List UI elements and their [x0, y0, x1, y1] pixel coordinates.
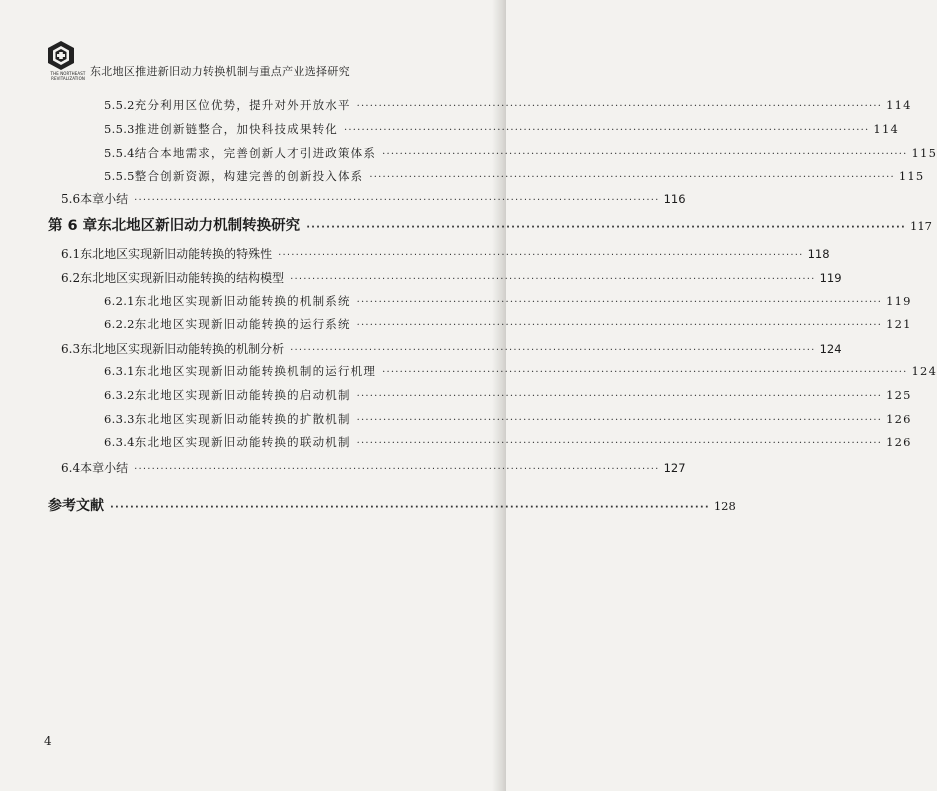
toc-entry-title: 东北地区实现新旧动能转换的机制系统 [134, 294, 351, 308]
toc-entry-page: 119 [886, 294, 912, 308]
toc-entry-title: 东北地区实现新旧动能转换的扩散机制 [134, 412, 351, 426]
toc-entry-number: 6.1 [61, 247, 81, 261]
toc-entry-title: 本章小结 [80, 461, 129, 475]
northeast-logo-icon [46, 40, 86, 82]
toc-entry-title: 东北地区实现新旧动能转换的机制分析 [80, 342, 285, 356]
toc-dot-leader: ························································································································ [290, 345, 816, 356]
toc-dot-leader: ························································································································ [356, 101, 883, 112]
toc-entry-title: 东北地区实现新旧动能转换的特殊性 [80, 247, 273, 261]
logo-text: THE NORTHEAST [50, 71, 86, 76]
toc-entry-title: 充分利用区位优势，提升对外开放水平 [134, 98, 351, 112]
toc-entry-page: 115 [898, 169, 925, 183]
toc-entry-number: 6.4 [61, 461, 81, 475]
toc-entry-number: 6.3.3 [104, 412, 135, 426]
toc-entry-title: 东北地区实现新旧动能转换的联动机制 [134, 435, 351, 449]
toc-entry-number: 5.5.2 [104, 98, 135, 112]
toc-entry-page: 116 [663, 192, 686, 206]
toc-entry-page: 115 [911, 146, 937, 160]
toc-entry-page: 117 [910, 219, 932, 233]
toc-entry-level-3 [104, 293, 912, 309]
toc-entry-title: 参考文献 [48, 498, 104, 514]
toc-dot-leader: ························································································································ [306, 222, 907, 233]
toc-dot-leader: ························································································································ [290, 274, 816, 285]
toc-entry-page: 126 [886, 412, 912, 426]
toc-dot-leader: ························································································································ [356, 415, 883, 426]
toc-entry-level-3 [104, 145, 937, 161]
toc-entry-page: 124 [819, 342, 842, 356]
toc-entry-level-2 [61, 340, 842, 357]
toc-entry-page: 125 [886, 388, 912, 402]
toc-entry-number: 5.5.4 [104, 146, 135, 160]
toc-entry-number: 5.5.3 [104, 122, 135, 136]
toc-entry-page: 119 [819, 271, 842, 285]
toc-entry-page: 118 [807, 247, 830, 261]
toc-entry-number: 6.2.1 [104, 294, 135, 308]
toc-entry-level-3 [104, 363, 937, 379]
toc-entry-title: 整合创新资源，构建完善的创新投入体系 [134, 169, 364, 183]
toc-entry-page: 128 [713, 499, 736, 513]
toc-entry-page: 114 [873, 122, 899, 136]
toc-entry-level-2 [61, 459, 686, 476]
toc-dot-leader: ························································································································ [356, 320, 883, 331]
toc-entry-level-3 [104, 387, 912, 403]
toc-dot-leader: ························································································································ [356, 438, 883, 449]
toc-entry-number: 6.2.2 [104, 317, 135, 331]
toc-dot-leader: ························································································································ [369, 172, 895, 183]
toc-entry-level-1 [48, 214, 932, 235]
running-header-title: 东北地区推进新旧动力转换机制与重点产业选择研究 [90, 65, 350, 78]
toc-references-entry [48, 495, 736, 515]
toc-dot-leader: ························································································································ [278, 250, 804, 261]
toc-entry-number: 6.3.2 [104, 388, 135, 402]
toc-dot-leader: ························································································································ [134, 195, 660, 206]
toc-entry-number: 5.6 [61, 192, 81, 206]
toc-entry-page: 114 [886, 98, 912, 112]
toc-entry-title: 东北地区实现新旧动能转换的运行系统 [134, 317, 351, 331]
toc-dot-leader: ························································································································ [356, 391, 883, 402]
toc-entry-page: 126 [886, 435, 912, 449]
toc-entry-level-3 [104, 434, 912, 450]
toc-entry-level-3 [104, 168, 925, 184]
toc-entry-title: 东北地区新旧动力机制转换研究 [97, 218, 301, 234]
toc-entry-number: 6.3.4 [104, 435, 135, 449]
toc-entry-number: 6.2 [61, 271, 81, 285]
toc-entry-level-3 [104, 97, 912, 113]
toc-entry-level-2 [61, 190, 686, 207]
toc-entry-page: 127 [663, 461, 686, 475]
toc-entry-number: 6.3 [61, 342, 81, 356]
toc-dot-leader: ························································································································ [382, 367, 908, 378]
toc-entry-title: 东北地区实现新旧动能转换的启动机制 [134, 388, 351, 402]
toc-dot-leader: ························································································································ [134, 464, 660, 475]
toc-entry-title: 推进创新链整合，加快科技成果转化 [134, 122, 338, 136]
toc-entry-title: 结合本地需求，完善创新人才引进政策体系 [134, 146, 377, 160]
toc-entry-level-3 [104, 316, 912, 332]
toc-dot-leader: ························································································································ [110, 502, 710, 513]
toc-entry-number: 5.5.5 [104, 169, 135, 183]
toc-dot-leader: ························································································································ [343, 125, 870, 136]
running-header [40, 40, 480, 82]
toc-entry-title: 本章小结 [80, 192, 129, 206]
toc-dot-leader: ························································································································ [382, 149, 908, 160]
toc-entry-level-2 [61, 245, 830, 262]
toc-dot-leader: ························································································································ [356, 297, 883, 308]
toc-entry-title: 东北地区实现新旧动能转换机制的运行机理 [134, 364, 377, 378]
toc-entry-level-2 [61, 269, 842, 286]
toc-entry-number: 第 6 章 [48, 218, 98, 234]
toc-entry-level-3 [104, 121, 899, 137]
toc-entry-number: 6.3.1 [104, 364, 135, 378]
toc-entry-page: 121 [886, 317, 912, 331]
toc-entry-page: 124 [911, 364, 937, 378]
logo-subtext: REVITALIZATION [51, 76, 85, 81]
toc-entry-title: 东北地区实现新旧动能转换的结构模型 [80, 271, 285, 285]
page-number: 4 [44, 734, 52, 748]
toc-entry-level-3 [104, 411, 912, 427]
